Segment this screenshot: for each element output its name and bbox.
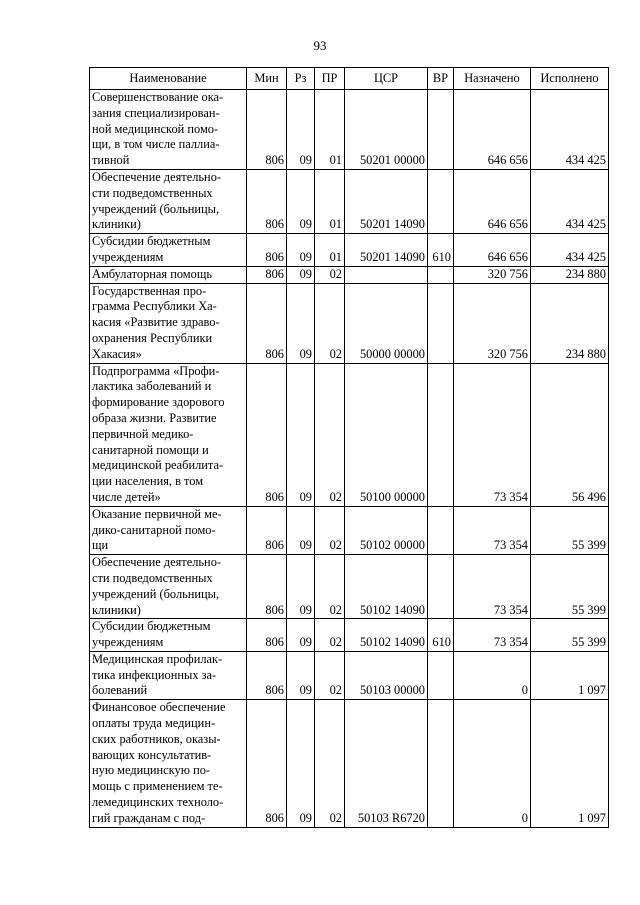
row-assigned: 73 354	[454, 506, 531, 554]
row-name-line: мощь с применением те-	[92, 779, 223, 794]
row-pr: 02	[315, 619, 345, 652]
row-name-line: ной медицинской помо-	[92, 121, 219, 136]
row-pr: 02	[315, 283, 345, 363]
row-name-line: касия «Развитие здраво-	[92, 315, 220, 330]
row-csr: 50201 14090	[345, 234, 428, 267]
row-name-line: Субсидии бюджетным	[92, 619, 211, 634]
row-executed: 55 399	[531, 555, 609, 619]
row-vr	[428, 651, 454, 699]
row-name-line: сти подведомственных	[92, 570, 213, 585]
row-name-line: Хакасия»	[92, 346, 142, 361]
row-pr: 01	[315, 169, 345, 233]
row-rz: 09	[287, 90, 315, 170]
row-assigned: 320 756	[454, 283, 531, 363]
header-rz: Рз	[287, 68, 315, 90]
row-csr: 50102 14090	[345, 619, 428, 652]
row-assigned: 73 354	[454, 555, 531, 619]
row-vr	[428, 266, 454, 283]
row-executed: 234 880	[531, 266, 609, 283]
row-vr	[428, 506, 454, 554]
row-name-line: грамма Республики Ха-	[92, 299, 217, 314]
page-number: 93	[313, 38, 327, 53]
row-rz: 09	[287, 234, 315, 267]
row-vr	[428, 283, 454, 363]
row-assigned: 0	[454, 700, 531, 827]
row-vr: 610	[428, 619, 454, 652]
row-min: 806	[247, 90, 287, 170]
row-name-line: числе детей»	[92, 489, 161, 504]
row-pr: 02	[315, 506, 345, 554]
row-name-line: оплаты труда медицин-	[92, 716, 216, 731]
row-csr: 50000 00000	[345, 283, 428, 363]
row-csr	[345, 266, 428, 283]
row-min: 806	[247, 266, 287, 283]
row-name-line: лемедицинских техноло-	[92, 795, 224, 810]
header-min: Мин	[247, 68, 287, 90]
row-rz: 09	[287, 700, 315, 827]
table-row	[90, 90, 609, 170]
row-min: 806	[247, 651, 287, 699]
budget-table	[89, 67, 609, 828]
row-name-line: Субсидии бюджетным	[92, 234, 211, 249]
row-assigned: 73 354	[454, 619, 531, 652]
row-name	[90, 619, 247, 652]
table-row	[90, 169, 609, 233]
row-min: 806	[247, 283, 287, 363]
row-name	[90, 234, 247, 267]
row-pr: 01	[315, 234, 345, 267]
row-assigned: 320 756	[454, 266, 531, 283]
row-name	[90, 700, 247, 827]
row-executed: 234 880	[531, 283, 609, 363]
row-name	[90, 506, 247, 554]
row-rz: 09	[287, 283, 315, 363]
row-name	[90, 283, 247, 363]
row-name-line: ную медицинскую по-	[92, 763, 211, 778]
row-name-line: Государственная про-	[92, 283, 207, 298]
table-row	[90, 234, 609, 267]
table-row	[90, 283, 609, 363]
row-name-line: тивной	[92, 153, 130, 168]
row-name	[90, 555, 247, 619]
row-executed: 1 097	[531, 700, 609, 827]
row-vr	[428, 363, 454, 506]
row-name	[90, 90, 247, 170]
row-name	[90, 169, 247, 233]
row-rz: 09	[287, 555, 315, 619]
row-vr: 610	[428, 234, 454, 267]
row-assigned: 646 656	[454, 169, 531, 233]
row-rz: 09	[287, 651, 315, 699]
row-name-line: охранения Республики	[92, 330, 213, 345]
row-name-line: вающих консультатив-	[92, 747, 212, 762]
row-vr	[428, 90, 454, 170]
header-executed: Исполнено	[531, 68, 609, 90]
row-csr: 50102 14090	[345, 555, 428, 619]
row-csr: 50103 00000	[345, 651, 428, 699]
row-name-line: Оказание первичной ме-	[92, 506, 222, 521]
row-csr: 50102 00000	[345, 506, 428, 554]
row-rz: 09	[287, 619, 315, 652]
row-assigned: 73 354	[454, 363, 531, 506]
row-min: 806	[247, 234, 287, 267]
row-name-line: ских работников, оказы-	[92, 731, 221, 746]
row-name-line: ции населения, в том	[92, 474, 204, 489]
row-name	[90, 651, 247, 699]
row-csr: 50103 R6720	[345, 700, 428, 827]
row-executed: 1 097	[531, 651, 609, 699]
row-min: 806	[247, 700, 287, 827]
row-rz: 09	[287, 506, 315, 554]
row-name-line: Амбулаторная помощь	[92, 266, 213, 281]
row-pr: 02	[315, 651, 345, 699]
row-name-line: учреждений (больницы,	[92, 586, 220, 601]
row-name-line: гий гражданам с под-	[92, 810, 206, 825]
table-row	[90, 651, 609, 699]
row-name-line: Обеспечение деятельно-	[92, 555, 222, 570]
row-name-line: формирование здорового	[92, 395, 225, 410]
row-min: 806	[247, 169, 287, 233]
row-name-line: санитарной помощи и	[92, 442, 209, 457]
table-body	[90, 90, 609, 828]
row-name-line: Совершенствование ока-	[92, 90, 224, 104]
row-name-line: лактика заболеваний и	[92, 379, 212, 394]
row-name-line: медицинской реабилита-	[92, 458, 224, 473]
row-name	[90, 266, 247, 283]
row-name-line: дико-санитарной помо-	[92, 522, 216, 537]
row-pr: 01	[315, 90, 345, 170]
table-row	[90, 363, 609, 506]
header-vr: ВР	[428, 68, 454, 90]
header-row	[90, 68, 609, 90]
table-row	[90, 266, 609, 283]
row-pr: 02	[315, 555, 345, 619]
row-vr	[428, 700, 454, 827]
row-rz: 09	[287, 266, 315, 283]
table-row	[90, 700, 609, 827]
table-row	[90, 555, 609, 619]
row-name-line: учреждениям	[92, 635, 164, 650]
row-executed: 56 496	[531, 363, 609, 506]
row-name-line: первичной медико-	[92, 426, 194, 441]
row-pr: 02	[315, 363, 345, 506]
row-name-line: тика инфекционных за-	[92, 667, 217, 682]
row-pr: 02	[315, 266, 345, 283]
row-executed: 55 399	[531, 506, 609, 554]
row-vr	[428, 169, 454, 233]
table-row	[90, 619, 609, 652]
row-executed: 434 425	[531, 234, 609, 267]
row-assigned: 0	[454, 651, 531, 699]
row-min: 806	[247, 555, 287, 619]
row-name-line: болеваний	[92, 683, 148, 698]
row-assigned: 646 656	[454, 90, 531, 170]
row-csr: 50201 14090	[345, 169, 428, 233]
row-name-line: Медицинская профилак-	[92, 651, 223, 666]
table-row	[90, 506, 609, 554]
row-name-line: зания специализирован-	[92, 105, 220, 120]
row-csr: 50100 00000	[345, 363, 428, 506]
row-name-line: клиники)	[92, 217, 141, 232]
row-rz: 09	[287, 363, 315, 506]
row-name-line: сти подведомственных	[92, 185, 213, 200]
header-pr: ПР	[315, 68, 345, 90]
row-vr	[428, 555, 454, 619]
header-assigned: Назначено	[454, 68, 531, 90]
header-csr: ЦСР	[345, 68, 428, 90]
row-rz: 09	[287, 169, 315, 233]
row-executed: 434 425	[531, 169, 609, 233]
row-min: 806	[247, 506, 287, 554]
row-executed: 434 425	[531, 90, 609, 170]
row-name-line: щи	[92, 538, 109, 553]
row-min: 806	[247, 619, 287, 652]
row-name-line: образа жизни. Развитие	[92, 410, 217, 425]
row-name-line: Обеспечение деятельно-	[92, 169, 222, 184]
row-pr: 02	[315, 700, 345, 827]
row-name	[90, 363, 247, 506]
row-name-line: учреждений (больницы,	[92, 201, 220, 216]
row-name-line: Подпрограмма «Профи-	[92, 363, 220, 378]
row-assigned: 646 656	[454, 234, 531, 267]
row-name-line: Финансовое обеспечение	[92, 700, 226, 715]
row-name-line: учреждениям	[92, 249, 164, 264]
row-name-line: клиники)	[92, 602, 141, 617]
row-csr: 50201 00000	[345, 90, 428, 170]
row-executed: 55 399	[531, 619, 609, 652]
row-min: 806	[247, 363, 287, 506]
row-name-line: щи, в том числе паллиа-	[92, 137, 220, 152]
header-name: Наименование	[90, 68, 247, 90]
